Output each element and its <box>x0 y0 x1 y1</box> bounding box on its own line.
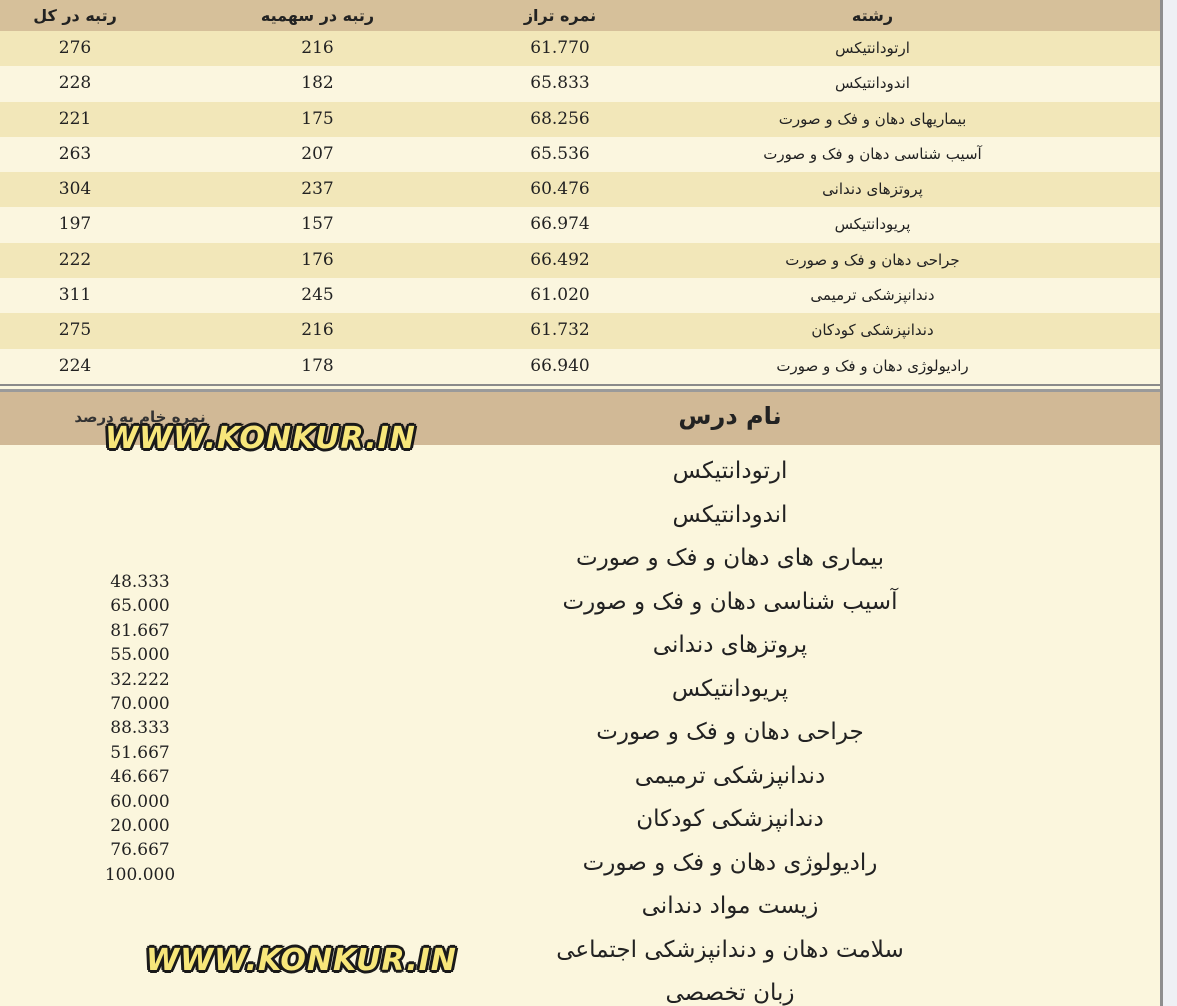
header-course: نام درس <box>678 402 782 430</box>
cell-taraz: 61.732 <box>530 320 590 341</box>
watermark-logo: WWW.KONKUR.IN <box>105 421 416 456</box>
cell-rank-total: 276 <box>58 38 92 58</box>
cell-rank-quota: 178 <box>301 355 334 376</box>
cell-field: ارتودانتیکس <box>835 39 910 57</box>
cell-taraz: 61.020 <box>530 285 590 306</box>
cell-rank-quota: 245 <box>301 285 334 306</box>
percent-value: 20.000 <box>110 815 170 836</box>
cell-rank-total: 228 <box>58 73 92 94</box>
cell-taraz: 68.256 <box>530 108 590 129</box>
cell-taraz: 65.536 <box>530 143 590 164</box>
cell-rank-total: 224 <box>58 355 92 376</box>
course-item: سلامت دهان و دندانپزشکی اجتماعی <box>556 936 904 963</box>
percent-value: 65.000 <box>110 596 170 617</box>
cell-rank-quota: 237 <box>301 179 334 200</box>
cell-rank-quota: 182 <box>301 73 334 94</box>
course-item: جراحی دهان و فک و صورت <box>596 719 864 745</box>
cell-rank-quota: 176 <box>301 249 334 270</box>
table-row <box>0 102 1160 137</box>
cell-field: رادیولوژی دهان و فک و صورت <box>776 356 969 375</box>
course-item: دندانپزشکی ترمیمی <box>634 762 826 789</box>
table-row <box>0 207 1160 242</box>
cell-rank-total: 311 <box>58 285 92 306</box>
table-row <box>0 313 1160 348</box>
header-taraz: نمره تراز <box>523 6 597 25</box>
cell-rank-total: 263 <box>58 143 92 164</box>
percent-list <box>95 570 185 887</box>
cell-rank-quota: 175 <box>301 108 334 129</box>
cell-field: پریودانتیکس <box>834 215 911 234</box>
cell-field: جراحی دهان و فک و صورت <box>785 250 960 269</box>
course-item: پریودانتیکس <box>671 675 789 702</box>
cell-field: پروتزهای دندانی <box>822 180 923 199</box>
course-item: دندانپزشکی کودکان <box>636 806 824 832</box>
course-item: پروتزهای دندانی <box>652 632 808 658</box>
percent-value: 55.000 <box>110 645 170 666</box>
percent-value: 32.222 <box>110 669 170 690</box>
header-rank-quota: رتبه در سهمیه <box>260 6 375 25</box>
window-border <box>1160 0 1177 1006</box>
header-rank-total: رتبه در کل <box>33 6 117 25</box>
percent-value: 70.000 <box>110 693 170 714</box>
table-row <box>0 66 1160 101</box>
table-row <box>0 243 1160 278</box>
course-section-header <box>0 392 1160 456</box>
table-row <box>0 31 1160 66</box>
table-row <box>0 278 1160 313</box>
course-item: آسیب شناسی دهان و فک و صورت <box>562 588 898 615</box>
course-item: ارتودانتیکس <box>672 458 788 484</box>
course-item: بیماری های دهان و فک و صورت <box>576 545 884 571</box>
cell-rank-quota: 157 <box>301 214 334 235</box>
cell-field: بیماریهای دهان و فک و صورت <box>778 109 967 128</box>
percent-value: 48.333 <box>110 572 170 592</box>
cell-field: دندانپزشکی کودکان <box>811 321 934 340</box>
cell-rank-total: 221 <box>58 108 92 129</box>
course-item: زبان تخصصی <box>665 980 795 1006</box>
cell-rank-quota: 216 <box>301 38 334 58</box>
watermark-logo: WWW.KONKUR.IN <box>146 943 457 978</box>
percent-value: 51.667 <box>110 742 170 763</box>
header-field: رشته <box>851 6 894 25</box>
table-row <box>0 137 1160 172</box>
percent-value: 100.000 <box>104 864 176 885</box>
header-percent: نمره خام به درصد <box>74 408 206 426</box>
percent-value: 81.667 <box>110 620 170 641</box>
course-item: رادیولوژی دهان و فک و صورت <box>582 849 878 876</box>
cell-taraz: 66.940 <box>530 355 590 376</box>
cell-taraz: 60.476 <box>530 179 590 200</box>
course-list <box>440 450 1020 1006</box>
table-row <box>0 349 1160 384</box>
cell-taraz: 66.492 <box>530 249 590 270</box>
cell-taraz: 66.974 <box>530 214 590 235</box>
cell-rank-quota: 207 <box>301 143 334 164</box>
course-item: اندودانتیکس <box>672 501 788 528</box>
cell-taraz: 65.833 <box>530 73 590 94</box>
percent-value: 88.333 <box>110 718 170 739</box>
cell-field: آسیب شناسی دهان و فک و صورت <box>763 144 982 163</box>
cell-rank-total: 275 <box>58 320 92 341</box>
cell-rank-quota: 216 <box>301 320 334 341</box>
percent-value: 46.667 <box>110 767 170 788</box>
cell-field: دندانپزشکی ترمیمی <box>810 286 935 305</box>
table-row <box>0 172 1160 207</box>
cell-taraz: 61.770 <box>530 38 590 58</box>
percent-value: 76.667 <box>110 840 170 861</box>
cell-rank-total: 304 <box>58 179 92 200</box>
rank-table <box>0 0 1160 386</box>
course-item: زیست مواد دندانی <box>641 893 819 919</box>
cell-field: اندودانتیکس <box>835 74 910 93</box>
rank-table-header <box>0 0 1160 31</box>
rank-table-body <box>0 31 1160 384</box>
percent-value: 60.000 <box>110 791 170 812</box>
course-section <box>0 389 1160 1006</box>
cell-rank-total: 222 <box>58 249 92 270</box>
cell-rank-total: 197 <box>58 214 92 235</box>
